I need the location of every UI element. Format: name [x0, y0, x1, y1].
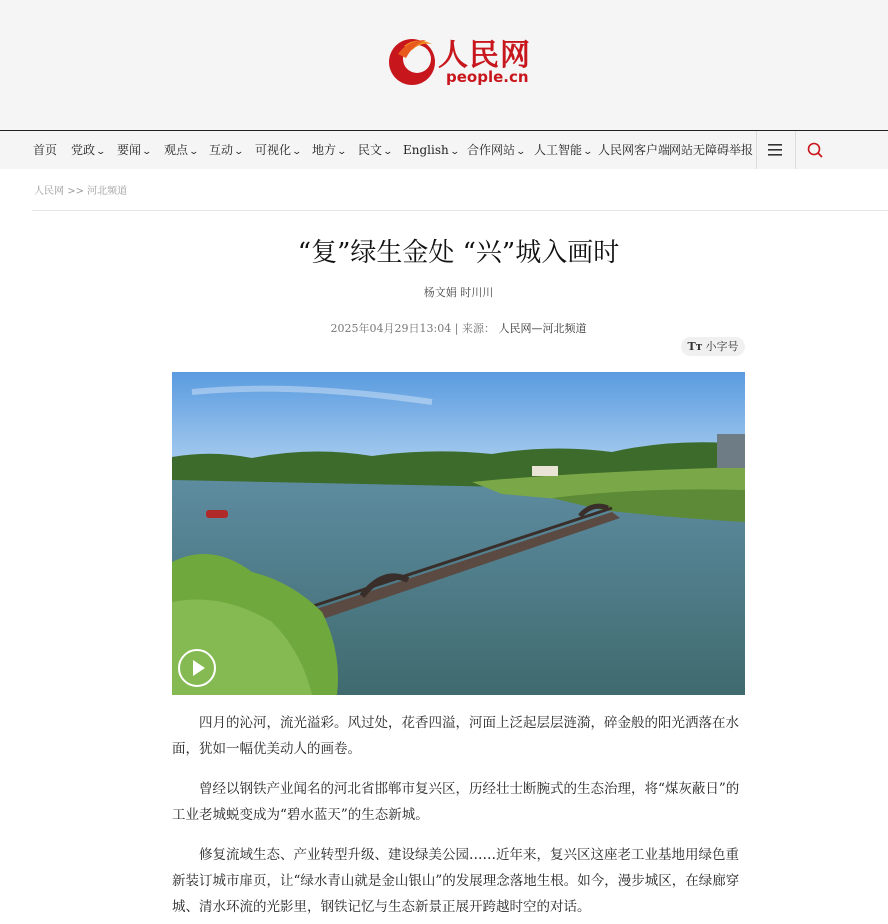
video-thumbnail [172, 372, 745, 695]
nav-divider [756, 131, 757, 169]
chevron-down-icon: ⌄ [382, 147, 394, 157]
breadcrumb [34, 182, 127, 197]
video-player[interactable] [172, 372, 745, 695]
meta-separator: | [454, 322, 459, 335]
chevron-down-icon: ⌄ [582, 147, 594, 157]
article-paragraph: 曾经以钢铁产业闻名的河北省邯郸市复兴区，历经壮士断腕式的生态治理，将“煤灰蔽日”的工业老城蜕变成为“碧水蓝天”的生态新城。 [172, 781, 740, 823]
article-paragraph: 修复流域生态、产业转型升级、建设绿美公园……近年来，复兴区这座老工业基地用绿色重新装订城市扉页，让“绿水青山就是金山银山”的发展理念落地生根。如今，漫步城区，在绿廊穿城、清水环流的光影里，钢铁记忆与生态新景正展开跨越时空的对话。 [172, 847, 740, 915]
chevron-down-icon: ⌄ [515, 147, 527, 157]
chevron-down-icon: ⌄ [188, 147, 200, 157]
article-source[interactable]: 人民网—河北频道 [498, 322, 587, 335]
article-datetime: 2025年04月29日13:04 [330, 322, 452, 335]
chevron-down-icon: ⌄ [233, 147, 245, 157]
nav-item-local[interactable]: 地方⌄ [312, 131, 346, 169]
article-paragraph: 四月的沁河，流光溢彩。风过处，花香四溢，河面上泛起层层涟漪，碎金般的阳光洒落在水面，犹如一幅优美动人的画卷。 [172, 715, 739, 757]
breadcrumb-home[interactable]: 人民网 [34, 186, 64, 197]
search-icon[interactable] [805, 140, 825, 160]
breadcrumb-channel[interactable]: 河北频道 [87, 186, 128, 197]
font-size-icon: Tт [687, 340, 703, 353]
nav-item-accessibility[interactable]: 网站无障碍 [669, 143, 730, 157]
nav-item-home[interactable]: 首页 [33, 143, 58, 157]
article-title: “复”绿生金处 “兴”城入画时 [297, 238, 620, 268]
logo-mark-icon [386, 32, 438, 90]
nav-item-partners[interactable]: 合作网站⌄ [467, 131, 525, 169]
nav-item-ai[interactable]: 人工智能⌄ [534, 131, 592, 169]
brand-name-cn: 人民网 [438, 38, 531, 73]
divider [32, 210, 888, 211]
source-label: 来源： [461, 322, 495, 335]
font-size-toggle[interactable] [681, 337, 745, 356]
font-size-label: 小字号 [705, 340, 739, 353]
article-meta [172, 320, 745, 336]
breadcrumb-separator: >> [67, 186, 84, 197]
main-nav [0, 130, 888, 169]
nav-item-ethnic[interactable]: 民文⌄ [358, 131, 392, 169]
nav-item-report[interactable]: 举报 [729, 143, 754, 157]
chevron-down-icon: ⌄ [95, 147, 107, 157]
play-icon[interactable] [177, 648, 217, 688]
chevron-down-icon: ⌄ [291, 147, 303, 157]
nav-item-visual[interactable]: 可视化⌄ [255, 131, 301, 169]
nav-item-news[interactable]: 要闻⌄ [117, 131, 151, 169]
people-logo[interactable] [386, 32, 536, 90]
chevron-down-icon: ⌄ [141, 147, 153, 157]
nav-item-interact[interactable]: 互动⌄ [209, 131, 243, 169]
nav-item-app[interactable]: 人民网客户端 [598, 143, 671, 157]
article-authors: 杨文娟 时川川 [423, 286, 494, 299]
site-header [0, 0, 888, 130]
chevron-down-icon: ⌄ [336, 147, 348, 157]
nav-item-opinion[interactable]: 观点⌄ [164, 131, 198, 169]
nav-item-party[interactable]: 党政⌄ [71, 131, 105, 169]
nav-item-english[interactable]: English⌄ [403, 131, 458, 169]
nav-divider [795, 131, 796, 169]
chevron-down-icon: ⌄ [449, 147, 460, 157]
hamburger-icon[interactable] [766, 140, 786, 160]
brand-name-en: people.cn [446, 68, 529, 86]
